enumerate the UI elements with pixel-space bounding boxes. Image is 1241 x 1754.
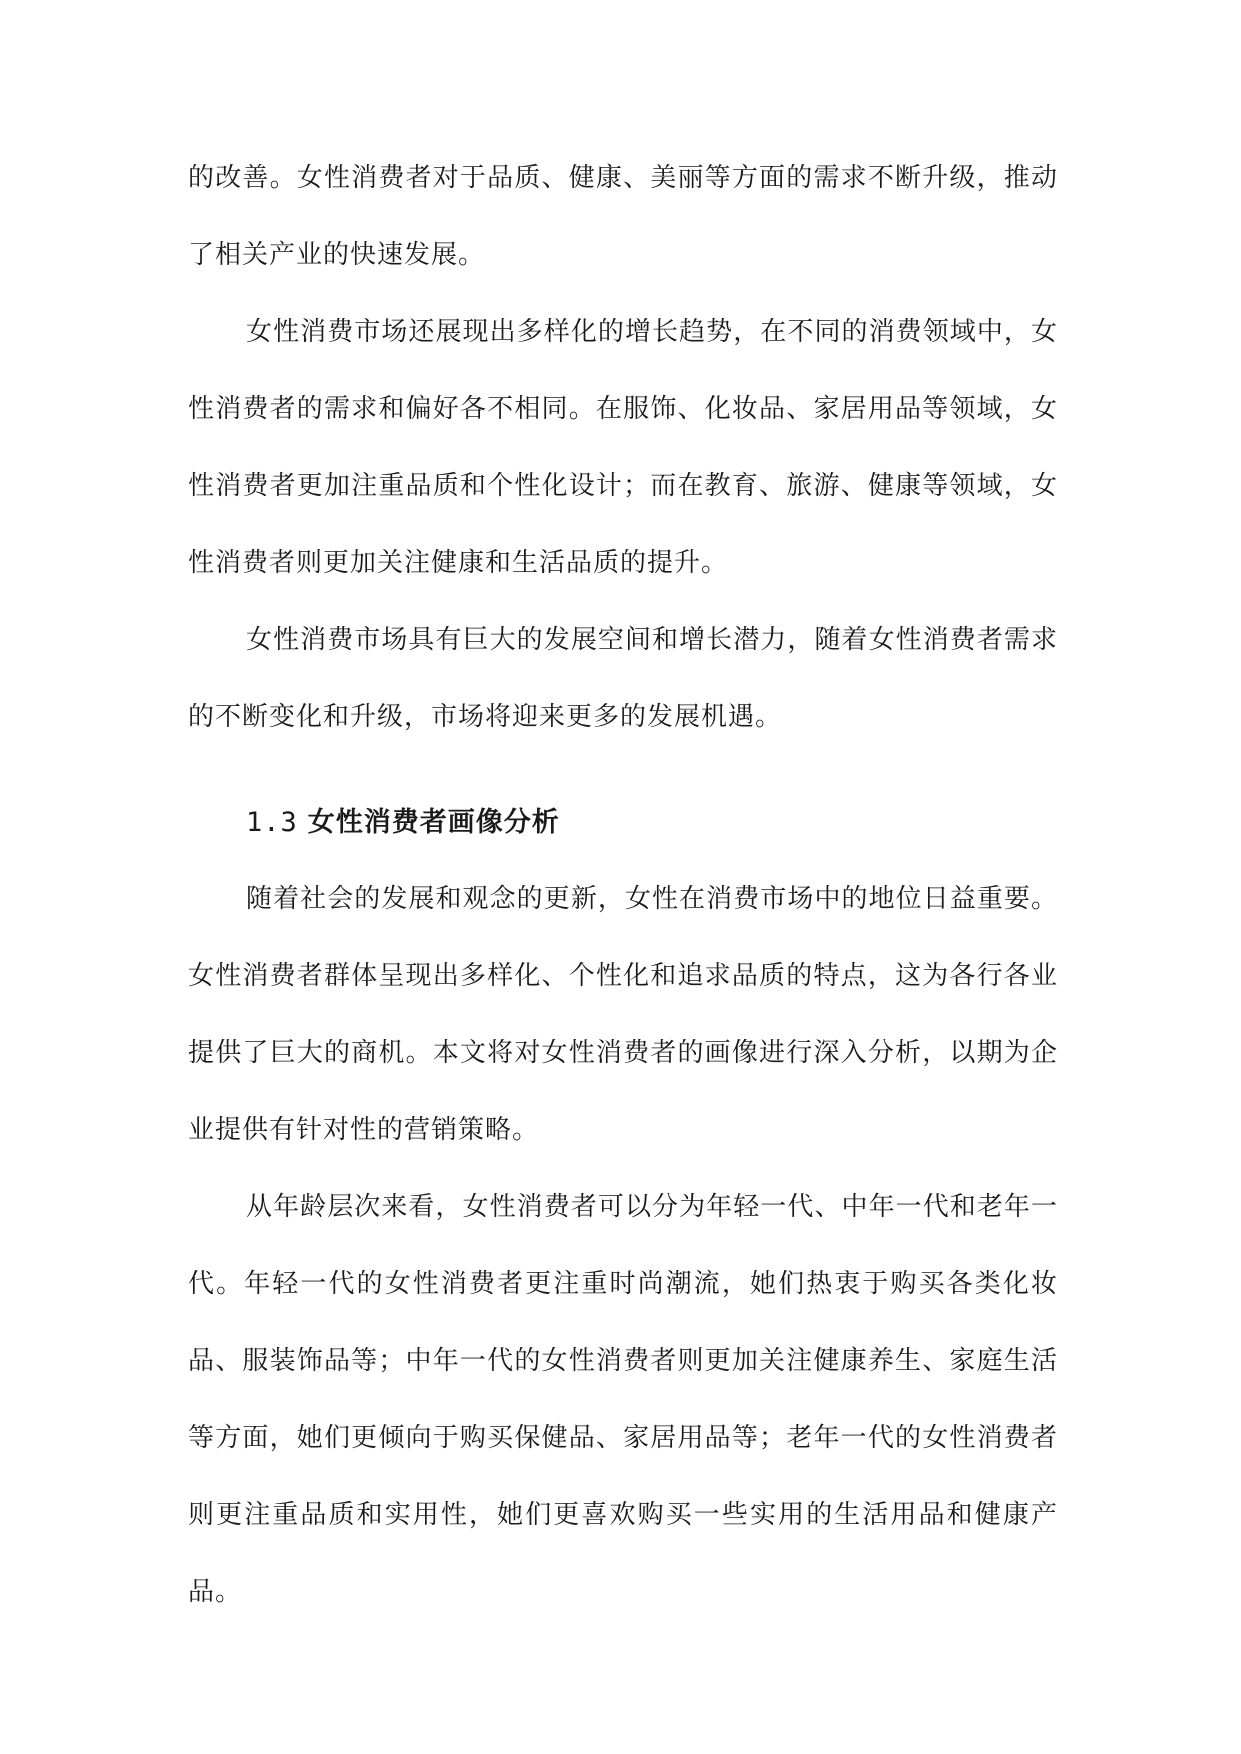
section-number: 1.3 <box>246 807 298 838</box>
text-column <box>188 140 1058 1631</box>
paragraph: 女性消费市场具有巨大的发展空间和增长潜力，随着女性消费者需求的不断变化和升级，市场将迎来更多的发展机遇。 <box>188 625 1058 732</box>
paragraph: 从年龄层次来看，女性消费者可以分为年轻一代、中年一代和老年一代。年轻一代的女性消费者更注重时尚潮流，她们热衷于购买各类化妆品、服装饰品等；中年一代的女性消费者则更加关注健康养生、家庭生活等方面，她们更倾向于购买保健品、家居用品等；老年一代的女性消费者则更注重品质和实用性，她们更喜欢购买一些实用的生活用品和健康产品。 <box>188 1192 1058 1607</box>
section-heading <box>188 784 1058 861</box>
paragraph: 随着社会的发展和观念的更新，女性在消费市场中的地位日益重要。女性消费者群体呈现出多样化、个性化和追求品质的特点，这为各行各业提供了巨大的商机。本文将对女性消费者的画像进行深入分析，以期为企业提供有针对性的营销策略。 <box>188 884 1058 1145</box>
paragraph: 女性消费市场还展现出多样化的增长趋势，在不同的消费领域中，女性消费者的需求和偏好各不相同。在服饰、化妆品、家居用品等领域，女性消费者更加注重品质和个性化设计；而在教育、旅游、健康等领域，女性消费者则更加关注健康和生活品质的提升。 <box>188 317 1058 578</box>
section-title: 女性消费者画像分析 <box>307 807 560 838</box>
paragraph: 的改善。女性消费者对于品质、健康、美丽等方面的需求不断升级，推动了相关产业的快速发展。 <box>188 163 1058 270</box>
